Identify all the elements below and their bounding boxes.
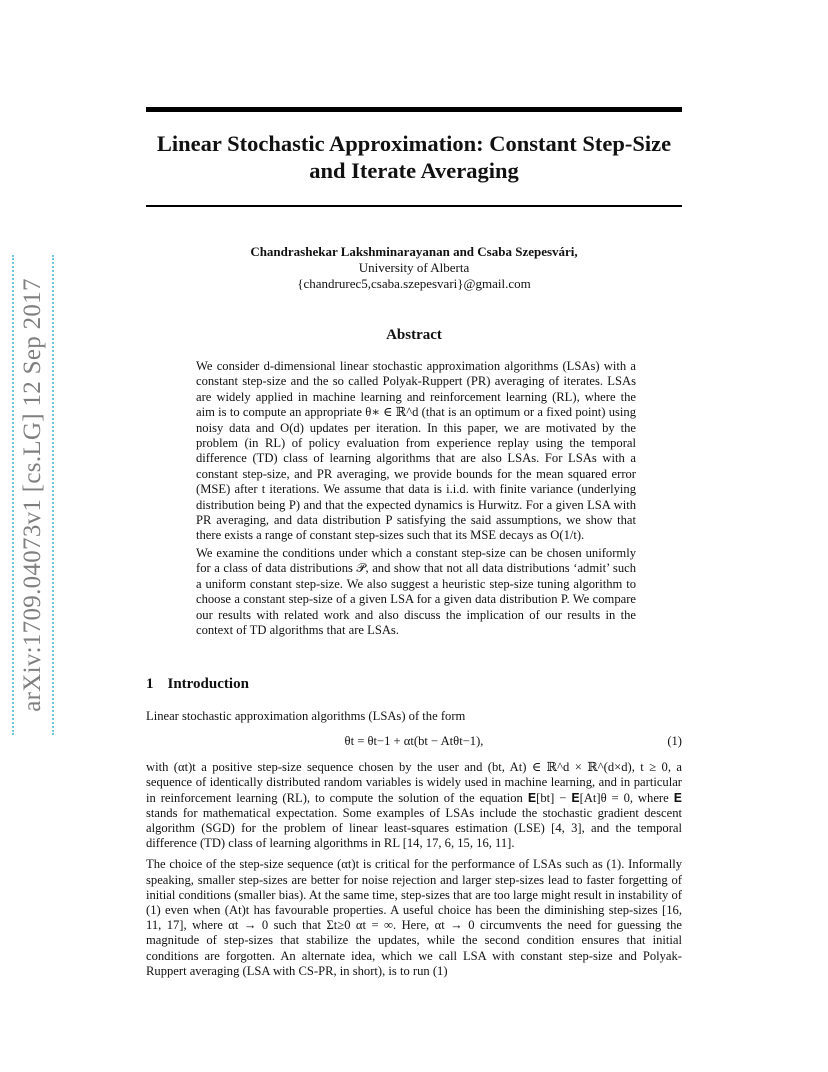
- section-title: Introduction: [167, 676, 249, 692]
- arxiv-identifier: arXiv:1709.04073v1 [cs.LG] 12 Sep 2017: [19, 278, 46, 712]
- body-paragraph: with (αt)t a positive step-size sequence chosen by the user and (bt, At) ∈ ℝ^d × ℝ^(d×d), t ≥ 0, a sequence of identically distributed random variables is widely used in machine learning, and in particular in reinforcement learning (RL), to compute the solution of the equation 𝐄[bt] − 𝐄[At]θ = 0, where 𝐄 stands for mathematical expectation. Some examples of LSAs include the stochastic gradient descent algorithm (SGD) for the problem of linear least-squares estimation (LSE) [4, 3], and the temporal difference (TD) class of learning algorithms in RL [14, 17, 6, 15, 16, 11].: [146, 760, 682, 851]
- equation-1: [146, 734, 682, 752]
- section-heading-introduction: [146, 676, 249, 693]
- arxiv-sidebar: [12, 255, 54, 735]
- equation-text: θt = θt−1 + αt(bt − Atθt−1),: [344, 734, 484, 749]
- abstract-body: [196, 359, 636, 640]
- abstract-heading: Abstract: [386, 327, 442, 343]
- affiliation: University of Alberta: [358, 260, 470, 275]
- abstract-paragraph: We examine the conditions under which a constant step-size can be chosen uniformly for a class of data distributions 𝒫, and show that not all data distributions ‘admit’ such a uniform constant step-size. We also suggest a heuristic step-size tuning algorithm to choose a constant step-size of a given LSA for a given data distribution P. We compare our results with related work and also discuss the implication of our results in the context of TD algorithms that are LSAs.: [196, 545, 636, 637]
- author-email: {chandrurec5,csaba.szepesvari}@gmail.com: [297, 276, 531, 291]
- section-number: 1: [146, 676, 154, 692]
- title-rule-top: [146, 107, 682, 112]
- introduction-body: [146, 709, 682, 985]
- title-rule-bottom: [146, 205, 682, 207]
- paper-title: Linear Stochastic Approximation: Constant Step-Size and Iterate Averaging: [156, 131, 672, 183]
- author-names: Chandrashekar Lakshminarayanan and Csaba Szepesvári,: [250, 244, 578, 259]
- body-paragraph: The choice of the step-size sequence (αt)t is critical for the performance of LSAs such as (1). Informally speaking, smaller step-sizes are better for noise rejection and larger step-sizes lead to faster forgetting of initial conditions (smaller bias). At the same time, step-sizes that are too large might result in instability of (1) even when (At)t has favourable properties. A useful choice has been the diminishing step-sizes [16, 11, 17], where αt → 0 such that Σt≥0 αt = ∞. Here, αt → 0 circumvents the need for guessing the magnitude of step-sizes that stabilize the updates, while the second condition ensures that initial conditions are forgotten. An alternate idea, which we call LSA with constant step-size and Polyak-Ruppert averaging (LSA with CS-PR, in short), is to run (1): [146, 857, 682, 978]
- abstract-paragraph: We consider d-dimensional linear stochastic approximation algorithms (LSAs) with a constant step-size and the so called Polyak-Ruppert (PR) averaging of iterates. LSAs are widely applied in machine learning and reinforcement learning (RL), where the aim is to compute an appropriate θ∗ ∈ ℝ^d (that is an optimum or a fixed point) using noisy data and O(d) updates per iteration. In this paper, we are motivated by the problem (in RL) of policy evaluation from experience replay using the temporal difference (TD) class of learning algorithms that are also LSAs. For LSAs with a constant step-size, and PR averaging, we provide bounds for the mean squared error (MSE) after t iterations. We assume that data is i.i.d. with finite variance (underlying distribution being P) and that the expected dynamics is Hurwitz. For a given LSA with PR averaging, and data distribution P satisfying the said assumptions, we show that there exists a range of constant step-sizes such that its MSE decays as O(1/t).: [196, 359, 636, 543]
- body-paragraph: Linear stochastic approximation algorithms (LSAs) of the form: [146, 709, 466, 723]
- author-block: [146, 244, 682, 292]
- equation-number: (1): [667, 734, 682, 749]
